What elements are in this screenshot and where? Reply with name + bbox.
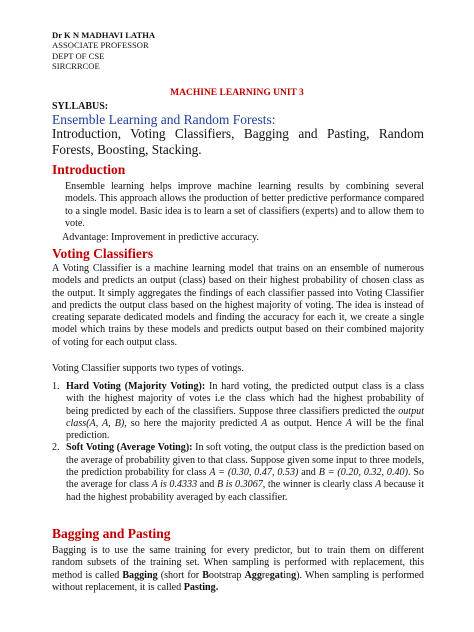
- author-name: Dr K N MADHAVI LATHA: [52, 30, 156, 40]
- author-block: [52, 30, 155, 71]
- voting-types-intro: Voting Classifier supports two types of votings.: [52, 363, 244, 374]
- syllabus-heading: Ensemble Learning and Random Forests:: [52, 112, 276, 127]
- syllabus-topics: Introduction, Voting Classifiers, Bagging and Pasting, Random Forests, Boosting, Stacking.: [52, 126, 424, 157]
- author-dept: DEPT OF CSE: [52, 50, 105, 61]
- advantage-text: Advantage: Improvement in predictive accuracy.: [62, 232, 259, 243]
- voting-types-list: [52, 381, 424, 504]
- soft-voting-item: 2. Soft Voting (Average Voting): In soft voting, the output class is the prediction based on the average of probability given to that class. Suppose given some input to three models, the prediction probability for class A = (0.30, 0.47, 0.53) and B = (0.20, 0.32, 0.40). So the average for class A is 0.4333 and B is 0.3067, the winner is clearly class A because it had the highest probability averaged by each classifier.: [52, 442, 425, 503]
- unit-title: MACHINE LEARNING UNIT 3: [170, 88, 304, 98]
- bagging-paragraph: Bagging is to use the same training for every predictor, but to train them on different random subsets of the training set. When sampling is performed with replacement, this method is called Bagging (short for Bootstrap Aggregating). When sampling is performed without replacement, it is called Pasting.: [52, 545, 424, 593]
- author-position: ASSOCIATE PROFESSOR: [52, 40, 149, 51]
- bagging-heading: Bagging and Pasting: [52, 526, 171, 541]
- hard-voting-item: 1. Hard Voting (Majority Voting): In hard voting, the predicted output class is a class with the highest majority of votes i.e the class which had the highest probability of being predicted by each of the classifiers. Suppose three classifiers predicted the output class(A, A, B), so here the majority predicted A as output. Hence A will be the final prediction.: [52, 381, 424, 442]
- syllabus-label: SYLLABUS:: [52, 101, 109, 112]
- introduction-heading: Introduction: [52, 162, 126, 177]
- voting-paragraph: A Voting Classifier is a machine learning model that trains on an ensemble of numerous models and predicts an output (class) based on their highest probability of chosen class as the output. It simply aggregates the findings of each classifier passed into Voting Classifier and predicts the output class based on the highest majority of voting. The idea is instead of creating separate dedicated models and finding the accuracy for each it, we create a single model which trains by these models and predicts output based on their combined majority of voting for each output class.: [52, 263, 424, 348]
- introduction-paragraph: Ensemble learning helps improve machine learning results by combining several models. This approach allows the production of better predictive performance compared to a single model. Basic idea is to learn a set of classifiers (experts) and to allow them to vote.: [65, 181, 424, 229]
- author-college: SIRCRRCOE: [52, 60, 100, 71]
- voting-heading: Voting Classifiers: [52, 246, 154, 261]
